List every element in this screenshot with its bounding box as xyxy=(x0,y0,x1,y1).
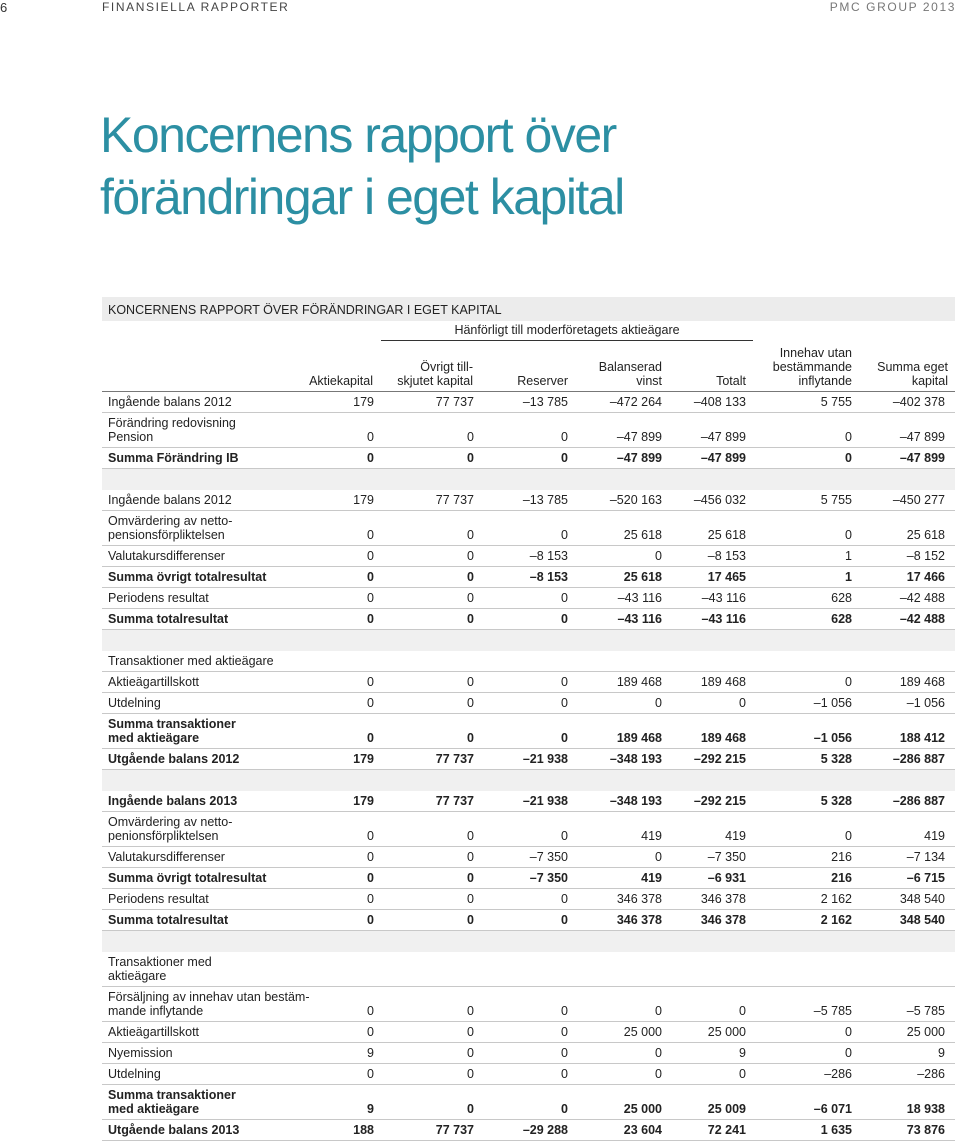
table-cell: –456 032 xyxy=(693,493,746,507)
row-label-line: Ingående balans 2012 xyxy=(108,493,232,507)
row-label-line: Summa Förändring IB xyxy=(108,451,239,465)
table-cell: 18 938 xyxy=(906,1102,945,1116)
row-label xyxy=(108,570,266,584)
table-cell: 0 xyxy=(367,528,374,542)
column-header-line: Aktiekapital xyxy=(309,374,373,388)
table-cell: –292 215 xyxy=(693,794,746,808)
table-row xyxy=(102,651,955,672)
table-cell: 0 xyxy=(367,1067,374,1081)
row-label xyxy=(108,850,225,864)
table-cell: 0 xyxy=(561,675,568,689)
row-label xyxy=(108,1046,173,1060)
table-row xyxy=(102,791,955,812)
table-cell: 5 328 xyxy=(820,752,852,766)
table-row xyxy=(102,588,955,609)
row-label xyxy=(108,493,232,507)
column-header-reserver xyxy=(488,374,568,388)
table-row xyxy=(102,868,955,889)
table-cell: –21 938 xyxy=(522,752,568,766)
table-cell: –7 350 xyxy=(529,871,568,885)
table-cell: 0 xyxy=(561,731,568,745)
table-cell: 9 xyxy=(367,1102,374,1116)
table-cell: 0 xyxy=(367,892,374,906)
row-label-line: Aktieägartillskott xyxy=(108,675,200,689)
table-cell: 77 737 xyxy=(435,752,474,766)
table-cell: –43 116 xyxy=(701,591,746,605)
row-label-line: Utgående balans 2013 xyxy=(108,1123,240,1137)
table-cell: –7 134 xyxy=(906,850,945,864)
table-cell: –5 785 xyxy=(906,1004,945,1018)
row-label-line: Nyemission xyxy=(108,1046,173,1060)
row-label xyxy=(108,395,232,409)
table-cell: 25 000 xyxy=(623,1025,662,1039)
row-label-line: Pension xyxy=(108,430,154,444)
table-cell: 188 xyxy=(353,1123,374,1137)
table-cell: 346 378 xyxy=(700,913,746,927)
table-cell: 189 468 xyxy=(700,731,746,745)
row-label-line: Förändring redovisning xyxy=(108,416,236,430)
table-cell: 0 xyxy=(561,829,568,843)
table-row xyxy=(102,490,955,511)
table-cell: 0 xyxy=(467,1046,474,1060)
table-cell: 0 xyxy=(367,570,374,584)
table-cell: 0 xyxy=(367,731,374,745)
table-cell: 0 xyxy=(467,913,474,927)
row-label xyxy=(108,514,232,542)
table-row xyxy=(102,392,955,413)
column-header-line: Summa eget xyxy=(877,360,948,374)
table-cell: 25 009 xyxy=(707,1102,746,1116)
company-label: PMC GROUP 2013 xyxy=(829,0,956,14)
table-cell: 0 xyxy=(561,913,568,927)
table-cell: –5 785 xyxy=(813,1004,852,1018)
table-cell: 179 xyxy=(353,752,374,766)
table-cell: 25 000 xyxy=(707,1025,746,1039)
row-label xyxy=(108,591,209,605)
table-cell: 348 540 xyxy=(899,892,945,906)
column-header-line: kapital xyxy=(911,374,948,388)
table-cell: –13 785 xyxy=(522,493,568,507)
row-label-line: Summa totalresultat xyxy=(108,612,229,626)
row-label-line: Utdelning xyxy=(108,696,161,710)
table-caption: KONCERNENS RAPPORT ÖVER FÖRÄNDRINGAR I EGET KAPITAL xyxy=(102,297,955,321)
table-cell: 419 xyxy=(924,829,945,843)
table-cell: 2 162 xyxy=(820,892,852,906)
table-row xyxy=(102,1064,955,1085)
table-cell: 0 xyxy=(739,696,746,710)
table-cell: –1 056 xyxy=(813,696,852,710)
table-cell: 0 xyxy=(467,1025,474,1039)
table-cell: –1 056 xyxy=(813,731,852,745)
table-cell: 17 466 xyxy=(906,570,945,584)
row-label xyxy=(108,955,212,983)
table-cell: –7 350 xyxy=(529,850,568,864)
table-cell: 1 635 xyxy=(820,1123,852,1137)
table-cell: 0 xyxy=(467,1067,474,1081)
table-cell: 2 162 xyxy=(820,913,852,927)
table-row xyxy=(102,1085,955,1120)
table-cell: 189 468 xyxy=(616,731,662,745)
column-header-line: vinst xyxy=(636,374,662,388)
table-cell: 179 xyxy=(353,794,374,808)
column-header-line: Övrigt till- xyxy=(420,360,473,374)
table-cell: –47 899 xyxy=(616,451,662,465)
table-cell: 0 xyxy=(367,549,374,563)
table-cell: –7 350 xyxy=(707,850,746,864)
row-label xyxy=(108,815,232,843)
table-cell: –348 193 xyxy=(609,794,662,808)
table-cell: –47 899 xyxy=(899,430,945,444)
table-cell: 0 xyxy=(845,1046,852,1060)
table-cell: 77 737 xyxy=(435,1123,474,1137)
table-row xyxy=(102,511,955,546)
column-header-line: Balanserad xyxy=(598,360,662,374)
column-header-line: Totalt xyxy=(716,374,746,388)
column-header-totalt xyxy=(666,374,746,388)
table-cell: 0 xyxy=(467,850,474,864)
column-header-line: skjutet kapital xyxy=(397,374,473,388)
table-cell: 77 737 xyxy=(435,493,474,507)
table-cell: –8 153 xyxy=(529,549,568,563)
table-cell: 0 xyxy=(655,1004,662,1018)
table-cell: 0 xyxy=(845,1025,852,1039)
table-cell: 216 xyxy=(831,850,852,864)
row-label-line: Valutakursdifferenser xyxy=(108,850,225,864)
table-cell: 628 xyxy=(831,591,852,605)
table-cell: 0 xyxy=(561,1102,568,1116)
row-label-line: Aktieägartillskott xyxy=(108,1025,200,1039)
row-label-line: med aktieägare xyxy=(108,1102,200,1116)
row-label-line: Transaktioner med aktieägare xyxy=(108,654,274,668)
table-cell: –286 887 xyxy=(892,752,945,766)
row-label-line: Periodens resultat xyxy=(108,591,209,605)
row-label-line: Ingående balans 2012 xyxy=(108,395,232,409)
table-cell: 346 378 xyxy=(616,892,662,906)
table-cell: 0 xyxy=(467,528,474,542)
table-row xyxy=(102,448,955,469)
table-cell: 0 xyxy=(561,696,568,710)
table-row xyxy=(102,1120,955,1141)
column-header-line: inflytande xyxy=(798,374,852,388)
table-row xyxy=(102,812,955,847)
table-cell: 25 618 xyxy=(623,570,662,584)
table-row xyxy=(102,714,955,749)
table-row xyxy=(102,987,955,1022)
table-cell: 216 xyxy=(831,871,852,885)
table-cell: 0 xyxy=(367,1025,374,1039)
table-cell: 0 xyxy=(655,850,662,864)
table-row xyxy=(102,413,955,448)
row-label-line: Omvärdering av netto- xyxy=(108,815,233,829)
row-label-line: med aktieägare xyxy=(108,731,200,745)
row-label-line: Utdelning xyxy=(108,1067,161,1081)
table-row xyxy=(102,693,955,714)
table-cell: –47 899 xyxy=(616,430,662,444)
table-cell: 419 xyxy=(725,829,746,843)
table-cell: 0 xyxy=(467,675,474,689)
table-cell: 0 xyxy=(467,549,474,563)
table-cell: 0 xyxy=(561,430,568,444)
row-label-line: pensionsförpliktelsen xyxy=(108,528,225,542)
table-cell: –1 056 xyxy=(906,696,945,710)
table-cell: –6 715 xyxy=(906,871,945,885)
page-title-line: Koncernens rapport över xyxy=(100,107,616,163)
table-cell: –43 116 xyxy=(617,612,662,626)
table-cell: –8 153 xyxy=(707,549,746,563)
row-label xyxy=(108,416,236,444)
row-label-line: Summa övrigt totalresultat xyxy=(108,570,267,584)
row-label xyxy=(108,913,228,927)
row-label-line: Omvärdering av netto- xyxy=(108,514,233,528)
row-label-line: Transaktioner med xyxy=(108,955,212,969)
table-cell: 0 xyxy=(367,850,374,864)
column-header-line: Reserver xyxy=(517,374,568,388)
table-cell: 0 xyxy=(561,528,568,542)
row-label xyxy=(108,717,236,745)
table-cell: –43 116 xyxy=(701,612,746,626)
table-row xyxy=(102,889,955,910)
row-label xyxy=(108,794,237,808)
table-cell: 179 xyxy=(353,395,374,409)
table-cell: 9 xyxy=(739,1046,746,1060)
table-cell: 0 xyxy=(367,1004,374,1018)
row-label-line: Summa övrigt totalresultat xyxy=(108,871,267,885)
row-label-line: Summa transaktioner xyxy=(108,1088,236,1102)
table-cell: 189 468 xyxy=(899,675,945,689)
row-label xyxy=(108,1025,199,1039)
table-cell: –286 887 xyxy=(892,794,945,808)
section-label: FINANSIELLA RAPPORTER xyxy=(102,0,290,14)
blank-row xyxy=(102,931,955,952)
table-cell: 1 xyxy=(845,549,852,563)
table-cell: 346 378 xyxy=(616,913,662,927)
table-cell: –408 133 xyxy=(693,395,746,409)
table-cell: 0 xyxy=(467,829,474,843)
table-cell: –286 xyxy=(824,1067,852,1081)
table-cell: –472 264 xyxy=(609,395,662,409)
table-cell: 0 xyxy=(367,612,374,626)
table-row xyxy=(102,847,955,868)
row-label-line: Periodens resultat xyxy=(108,892,209,906)
table-row xyxy=(102,609,955,630)
table-cell: 0 xyxy=(655,1046,662,1060)
table-cell: 5 755 xyxy=(820,493,852,507)
row-label-line: Försäljning av innehav utan bestäm- xyxy=(108,990,310,1004)
table-cell: 0 xyxy=(561,1025,568,1039)
table-cell: 179 xyxy=(353,493,374,507)
table-cell: 5 328 xyxy=(820,794,852,808)
table-cell: 0 xyxy=(367,451,374,465)
row-label xyxy=(108,990,310,1018)
table-row xyxy=(102,672,955,693)
table-cell: –13 785 xyxy=(522,395,568,409)
row-label xyxy=(108,1067,161,1081)
table-cell: 0 xyxy=(561,591,568,605)
table-cell: 72 241 xyxy=(707,1123,746,1137)
table-cell: 0 xyxy=(655,1067,662,1081)
row-label xyxy=(108,696,161,710)
table-cell: 25 000 xyxy=(906,1025,945,1039)
table-cell: 628 xyxy=(831,612,852,626)
table-cell: 0 xyxy=(561,612,568,626)
table-cell: 0 xyxy=(845,430,852,444)
table-row xyxy=(102,1043,955,1064)
column-header-aktiekapital xyxy=(293,374,373,388)
row-label xyxy=(108,1088,236,1116)
table-cell: 25 618 xyxy=(906,528,945,542)
table-row xyxy=(102,952,955,987)
table-cell: 189 468 xyxy=(700,675,746,689)
page-number: 6 xyxy=(0,0,8,15)
table-cell: 0 xyxy=(467,570,474,584)
column-header-summa-eget-kapital xyxy=(858,360,948,388)
column-header-innehav-utan xyxy=(752,346,852,388)
column-header-line: Innehav utan xyxy=(779,346,852,360)
table-cell: –402 378 xyxy=(892,395,945,409)
table-cell: 0 xyxy=(367,675,374,689)
table-cell: –6 071 xyxy=(813,1102,852,1116)
table-row xyxy=(102,749,955,770)
row-label xyxy=(108,892,209,906)
table-cell: 189 468 xyxy=(616,675,662,689)
table-cell: 0 xyxy=(467,871,474,885)
row-label xyxy=(108,451,239,465)
row-label-line: Valutakursdifferenser xyxy=(108,549,225,563)
row-label-line: Summa transaktioner xyxy=(108,717,236,731)
table-cell: 0 xyxy=(739,1004,746,1018)
table-cell: 419 xyxy=(641,871,662,885)
table-cell: 0 xyxy=(467,591,474,605)
table-cell: 0 xyxy=(467,696,474,710)
table-cell: 0 xyxy=(467,612,474,626)
blank-row xyxy=(102,469,955,490)
table-cell: 25 618 xyxy=(623,528,662,542)
table-cell: 0 xyxy=(467,451,474,465)
row-label-line: Ingående balans 2013 xyxy=(108,794,238,808)
column-header-ovrigt-tillskjutet xyxy=(373,360,473,388)
table-cell: 0 xyxy=(367,591,374,605)
table-cell: –21 938 xyxy=(522,794,568,808)
table-cell: 0 xyxy=(845,829,852,843)
table-cell: 0 xyxy=(845,451,852,465)
table-cell: 0 xyxy=(561,892,568,906)
table-row xyxy=(102,567,955,588)
table-cell: –29 288 xyxy=(522,1123,568,1137)
table-cell: 9 xyxy=(367,1046,374,1060)
page-title-line: förändringar i eget kapital xyxy=(100,169,624,225)
table-row xyxy=(102,910,955,931)
table-cell: 0 xyxy=(739,1067,746,1081)
row-label xyxy=(108,752,239,766)
table-cell: –42 488 xyxy=(899,591,945,605)
table-cell: –8 152 xyxy=(906,549,945,563)
table-cell: –47 899 xyxy=(700,430,746,444)
table-cell: –8 153 xyxy=(529,570,568,584)
row-label xyxy=(108,612,228,626)
table-cell: 348 540 xyxy=(899,913,945,927)
column-header-line: bestämmande xyxy=(772,360,852,374)
table-row xyxy=(102,1022,955,1043)
table-cell: 0 xyxy=(467,731,474,745)
table-cell: –292 215 xyxy=(693,752,746,766)
row-label-line: penionsförpliktelsen xyxy=(108,829,219,843)
table-cell: 0 xyxy=(561,1067,568,1081)
table-cell: 0 xyxy=(467,1102,474,1116)
table-cell: 25 618 xyxy=(707,528,746,542)
table-cell: 23 604 xyxy=(623,1123,662,1137)
table-cell: 17 465 xyxy=(707,570,746,584)
table-cell: 5 755 xyxy=(820,395,852,409)
table-row xyxy=(102,546,955,567)
blank-row xyxy=(102,770,955,791)
table-cell: 0 xyxy=(367,871,374,885)
table-cell: 346 378 xyxy=(700,892,746,906)
row-label xyxy=(108,1123,239,1137)
row-label xyxy=(108,549,225,563)
row-label xyxy=(108,675,199,689)
row-label xyxy=(108,654,274,668)
table-cell: –348 193 xyxy=(609,752,662,766)
table-cell: –47 899 xyxy=(700,451,746,465)
table-cell: –6 931 xyxy=(707,871,746,885)
row-label-line: aktieägare xyxy=(108,969,167,983)
row-label xyxy=(108,871,266,885)
column-header-balanserad-vinst xyxy=(582,360,662,388)
table-cell: –42 488 xyxy=(899,612,945,626)
table-cell: 0 xyxy=(367,696,374,710)
table-cell: 1 xyxy=(845,570,852,584)
table-cell: 0 xyxy=(655,549,662,563)
table-cell: 9 xyxy=(938,1046,945,1060)
table-cell: 0 xyxy=(561,1046,568,1060)
table-cell: –520 163 xyxy=(609,493,662,507)
table-cell: 419 xyxy=(641,829,662,843)
row-label-line: mande inflytande xyxy=(108,1004,204,1018)
table-cell: 0 xyxy=(367,913,374,927)
table-cell: 0 xyxy=(467,1004,474,1018)
table-cell: 0 xyxy=(367,829,374,843)
row-label-line: Summa totalresultat xyxy=(108,913,229,927)
group-header: Hänförligt till moderföretagets aktieägare xyxy=(381,323,753,341)
page-title xyxy=(100,104,860,228)
table-cell: 77 737 xyxy=(435,794,474,808)
table-cell: 0 xyxy=(467,430,474,444)
table-cell: 0 xyxy=(467,892,474,906)
table-cell: 0 xyxy=(845,528,852,542)
table-cell: 77 737 xyxy=(435,395,474,409)
table-cell: –43 116 xyxy=(617,591,662,605)
table-cell: 0 xyxy=(561,1004,568,1018)
row-label-line: Utgående balans 2012 xyxy=(108,752,240,766)
table-cell: 0 xyxy=(367,430,374,444)
table-cell: –286 xyxy=(917,1067,945,1081)
table-cell: 0 xyxy=(845,675,852,689)
table-cell: 0 xyxy=(655,696,662,710)
table-cell: 0 xyxy=(561,451,568,465)
table-cell: 73 876 xyxy=(906,1123,945,1137)
blank-row xyxy=(102,630,955,651)
table-cell: –47 899 xyxy=(899,451,945,465)
table-cell: 25 000 xyxy=(623,1102,662,1116)
table-cell: 188 412 xyxy=(899,731,945,745)
table-cell: –450 277 xyxy=(892,493,945,507)
